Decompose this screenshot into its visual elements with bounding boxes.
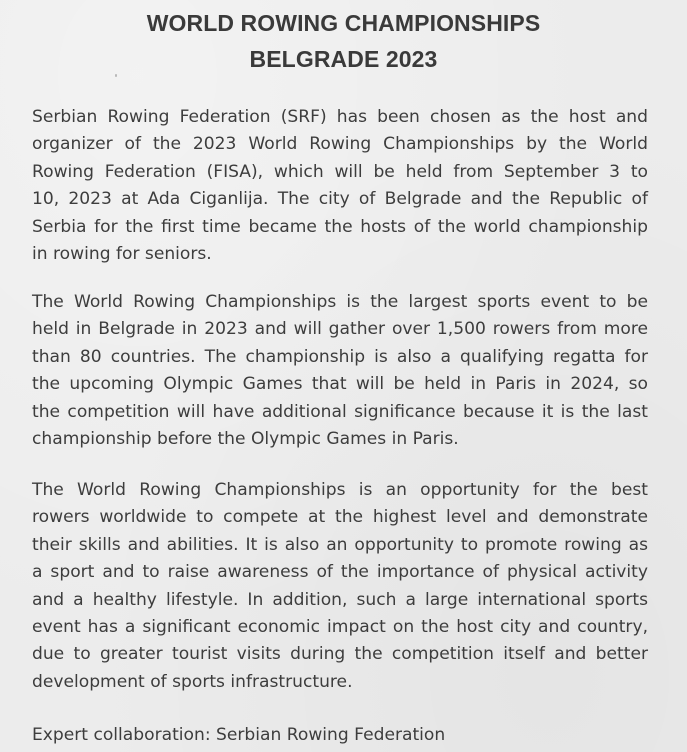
paragraph-1	[32, 104, 648, 268]
paragraph-line: organizer of the 2023 World Rowing Championships by the World	[32, 134, 648, 155]
paragraph-line: the competition will have additional significance because it is the last	[32, 401, 648, 422]
document-title-line-1: WORLD ROWING CHAMPIONSHIPS	[146, 10, 541, 36]
paragraph-line: The World Rowing Championships is the largest sports event to be	[32, 292, 648, 312]
document-title-line-2: BELGRADE 2023	[249, 46, 438, 72]
paragraph-line: in rowing for seniors.	[32, 244, 212, 265]
paragraph-line: and a healthy lifestyle. In addition, such a large international sports	[32, 589, 648, 610]
paragraph-line: held in Belgrade in 2023 and will gather over 1,500 rowers from more	[32, 319, 648, 340]
paragraph-line: The World Rowing Championships is an opportunity for the best	[32, 480, 648, 500]
paragraph-line: event has a significant economic impact on the host city and country,	[32, 617, 648, 638]
paragraph-line: Serbian Rowing Federation (SRF) has been chosen as the host and	[32, 107, 648, 127]
paragraph-line: development of sports infrastructure.	[32, 671, 353, 692]
paragraph-line: than 80 countries. The championship is also a qualifying regatta for	[32, 346, 648, 367]
paragraph-line: their skills and abilities. It is also an opportunity to promote rowing as	[32, 534, 648, 555]
paragraph-line: Rowing Federation (FISA), which will be held from September 3 to	[32, 161, 648, 182]
paragraph-line: 10, 2023 at Ada Ciganlija. The city of Belgrade and the Republic of	[32, 189, 648, 210]
paragraph-line: a sport and to raise awareness of the importance of physical activity	[32, 562, 648, 583]
paragraph-line: rowers worldwide to compete at the highest level and demonstrate	[32, 507, 648, 528]
credit-line: Expert collaboration: Serbian Rowing Federation	[32, 725, 446, 745]
paragraph-3	[32, 477, 648, 696]
paragraph-2	[32, 289, 648, 453]
paragraph-line: championship before the Olympic Games in Paris.	[32, 429, 459, 450]
paragraph-line: the upcoming Olympic Games that will be held in Paris in 2024, so	[32, 374, 648, 395]
paragraph-line: due to greater tourist visits during the competition itself and better	[32, 644, 648, 665]
paragraph-line: Serbia for the first time became the hosts of the world championship	[32, 216, 648, 237]
